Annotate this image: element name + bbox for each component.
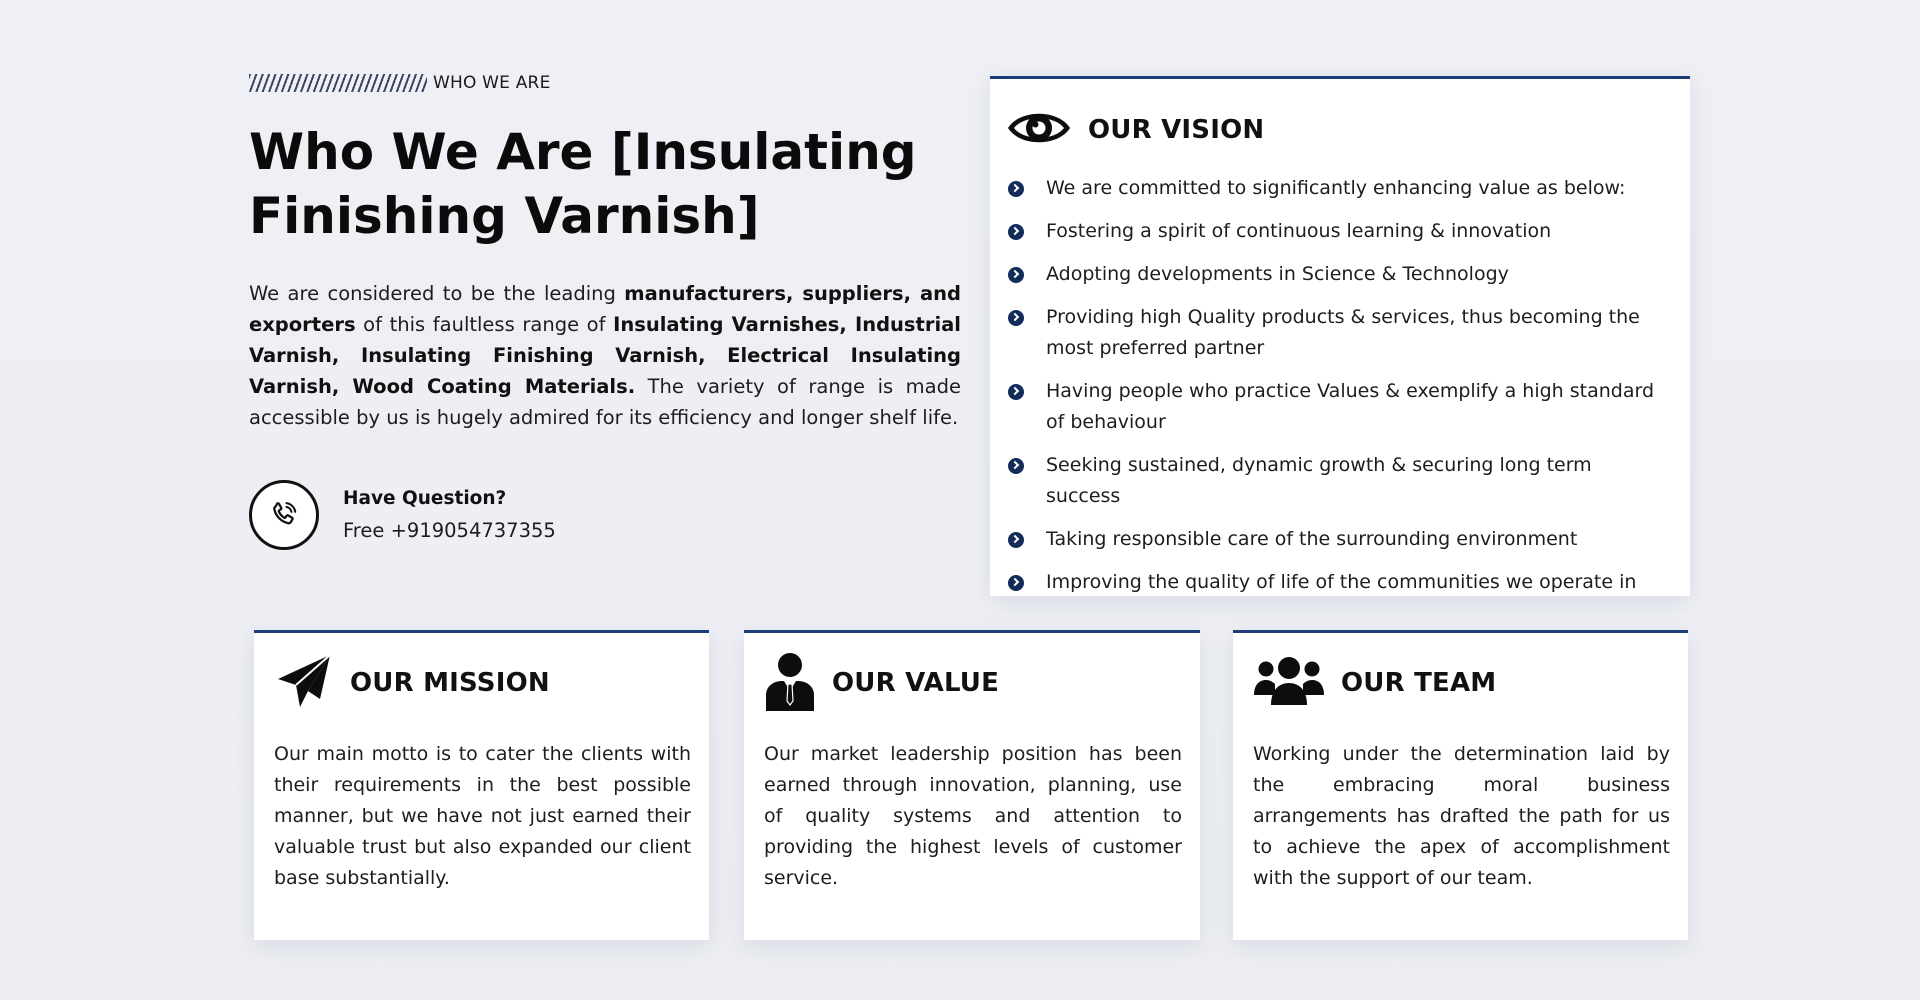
mission-card: [254, 630, 709, 940]
contact-phone[interactable]: Free +919054737355: [343, 519, 556, 542]
value-header: [764, 653, 1182, 713]
lead-bold-1: manufacturers, suppliers, and exporters: [249, 282, 961, 336]
chevron-right-circle-icon: [1008, 267, 1024, 283]
chevron-right-circle-icon: [1008, 575, 1024, 591]
mission-header: [274, 653, 691, 713]
list-item-text: Adopting developments in Science & Technology: [1046, 263, 1509, 285]
vision-header: [1006, 105, 1672, 155]
title-line-1: Who We Are [Insulating: [249, 123, 917, 181]
eyebrow-label: WHO WE ARE: [433, 73, 551, 93]
list-item: [1006, 524, 1672, 555]
contact-text: [343, 488, 556, 542]
list-item-text: Fostering a spirit of continuous learning & innovation: [1046, 220, 1552, 242]
list-item: [1006, 450, 1672, 512]
list-item: [1006, 302, 1672, 364]
list-item-text: Seeking sustained, dynamic growth & securing long term success: [1046, 454, 1592, 507]
list-item: [1006, 216, 1672, 247]
list-item-text: Taking responsible care of the surrounding environment: [1046, 528, 1578, 550]
list-item-text: We are committed to significantly enhancing value as below:: [1046, 177, 1626, 199]
list-item: [1006, 173, 1672, 204]
lead-bold-2: Insulating Varnishes, Industrial Varnish, Insulating Finishing Varnish, Electrical Insulating Varnish, Wood Coating Materials.: [249, 313, 961, 398]
list-item-text: Improving the quality of life of the communities we operate in: [1046, 571, 1637, 593]
chevron-right-circle-icon: [1008, 532, 1024, 548]
contact-block[interactable]: [249, 480, 556, 550]
title-line-2: Finishing Varnish]: [249, 187, 760, 245]
list-item: [1006, 567, 1672, 598]
eye-icon: [1006, 105, 1072, 156]
vision-card: [990, 76, 1690, 596]
list-item: [1006, 376, 1672, 438]
value-text: Our market leadership position has been earned through innovation, planning, use of quality systems and attention to providing the highest levels of customer service.: [764, 743, 1182, 889]
businessman-icon: [764, 651, 816, 716]
hatch-decoration: [249, 74, 427, 92]
list-item-text: Providing high Quality products & services, thus becoming the most preferred partner: [1046, 306, 1640, 359]
phone-icon[interactable]: [249, 480, 319, 550]
list-item-text: Having people who practice Values & exemplify a high standard of behaviour: [1046, 380, 1655, 433]
team-text: Working under the determination laid by the embracing moral business arrangements has drafted the path for us to achieve the apex of accomplishment with the support of our team.: [1253, 743, 1670, 889]
value-title: OUR VALUE: [832, 668, 1000, 698]
chevron-right-circle-icon: [1008, 310, 1024, 326]
team-title: OUR TEAM: [1341, 668, 1497, 698]
mission-title: OUR MISSION: [350, 668, 550, 698]
users-icon: [1253, 655, 1325, 712]
vision-list: [1006, 173, 1672, 598]
mission-text: Our main motto is to cater the clients with their requirements in the best possible manner, but we have not just earned their valuable trust but also expanded our client base substantially.: [274, 743, 691, 889]
chevron-right-circle-icon: [1008, 224, 1024, 240]
who-we-are-section: [249, 68, 961, 433]
lead-text-2: of this faultless range of: [355, 313, 614, 336]
value-card: [744, 630, 1200, 940]
chevron-right-circle-icon: [1008, 384, 1024, 400]
lead-text-1: We are considered to be the leading: [249, 282, 625, 305]
list-item: [1006, 259, 1672, 290]
eyebrow: [249, 68, 961, 98]
contact-title: Have Question?: [343, 488, 507, 509]
paper-plane-icon: [274, 651, 334, 716]
chevron-right-circle-icon: [1008, 458, 1024, 474]
intro-paragraph: [249, 278, 961, 433]
chevron-right-circle-icon: [1008, 181, 1024, 197]
team-card: [1233, 630, 1688, 940]
vision-title: OUR VISION: [1088, 115, 1265, 145]
lead-text-3: The variety of range is made accessible by us is hugely admired for its efficiency and longer shelf life.: [249, 375, 961, 429]
page-title: [249, 120, 961, 248]
team-header: [1253, 653, 1670, 713]
